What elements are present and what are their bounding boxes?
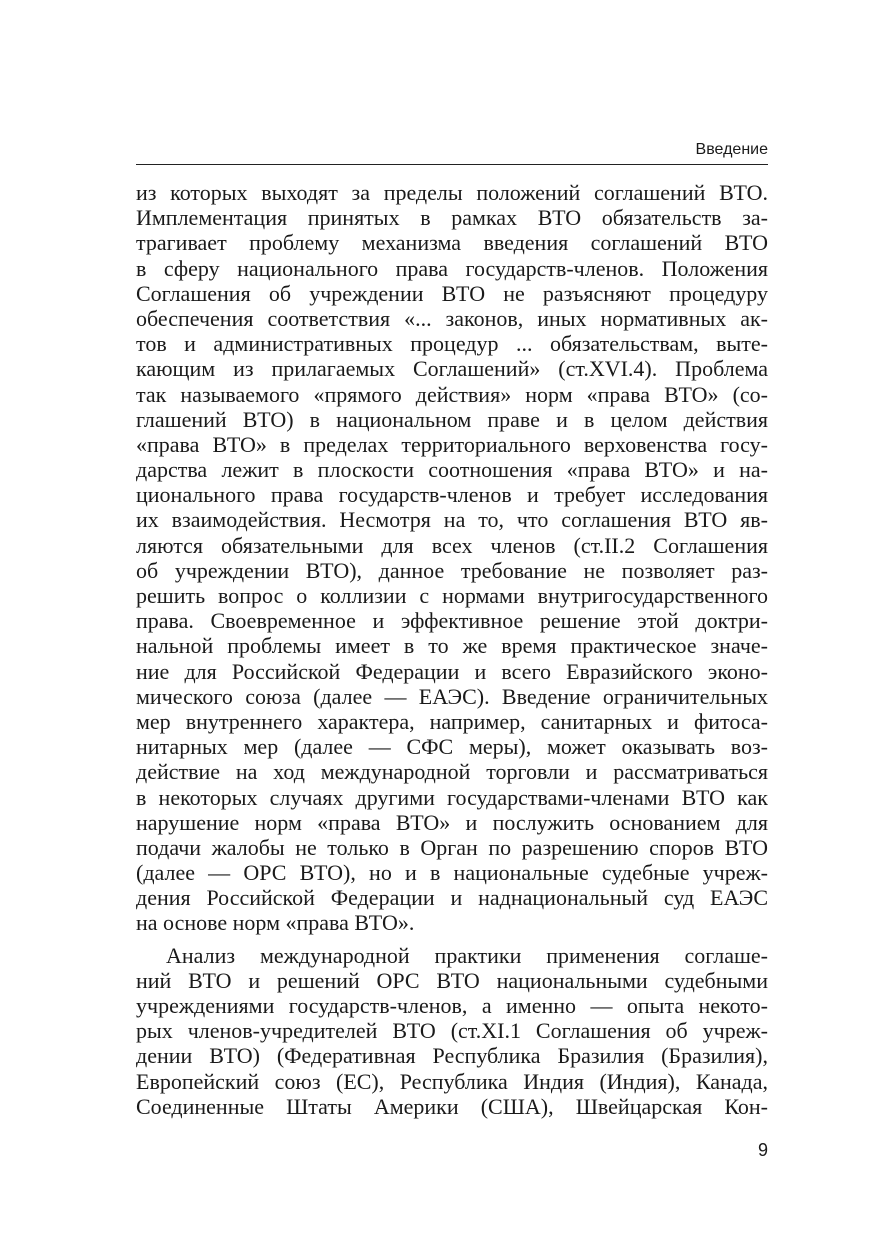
text-line: действие на ход международной торговли и рассматриваться	[136, 759, 768, 785]
text-line: кающим из прилагаемых Соглашений» (ст.XVI.4). Проблема	[136, 356, 768, 382]
text-line: дении ВТО) (Федеративная Республика Бразилия (Бразилия),	[136, 1043, 768, 1069]
text-line: рых членов-учредителей ВТО (ст.XI.1 Соглашения об учреж-	[136, 1018, 768, 1044]
text-line: из которых выходят за пределы положений соглашений ВТО.	[136, 180, 768, 205]
text-line: Имплементация принятых в рамках ВТО обязательств за-	[136, 205, 768, 231]
text-line: нитарных мер (далее — СФС меры), может оказывать воз-	[136, 734, 768, 760]
text-line: Соединенные Штаты Америки (США), Швейцарская Кон-	[136, 1093, 768, 1119]
text-line: обеспечения соответствия «... законов, иных нормативных ак-	[136, 305, 768, 331]
text-line: тов и административных процедур ... обязательствам, выте-	[136, 331, 768, 357]
text-line: права. Своевременное и эффективное решение этой доктри-	[136, 608, 768, 634]
text-line: (далее — ОРС ВТО), но и в национальные судебные учреж-	[136, 860, 768, 886]
text-line: нарушение норм «права ВТО» и послужить основанием для	[136, 809, 768, 835]
paragraph-2	[136, 943, 768, 1119]
text-line: ционального права государств-членов и требует исследования	[136, 482, 768, 508]
text-line: ние для Российской Федерации и всего Евразийского эконо-	[136, 658, 768, 684]
page-number: 9	[757, 1140, 768, 1160]
text-line: решить вопрос о коллизии с нормами внутригосударственного	[136, 583, 768, 608]
paragraph-gap	[136, 936, 768, 943]
text-line: об учреждении ВТО), данное требование не позволяет раз-	[136, 557, 768, 583]
text-line: трагивает проблему механизма введения соглашений ВТО	[136, 230, 768, 256]
text-line: дения Российской Федерации и наднациональный суд ЕАЭС	[136, 885, 768, 911]
text-line: ляются обязательными для всех членов (ст.II.2 Соглашения	[136, 532, 768, 558]
text-line: Анализ международной практики применения соглаше-	[166, 942, 768, 968]
text-line: на основе норм «права ВТО».	[136, 910, 415, 936]
text-line: их взаимодействия. Несмотря на то, что соглашения ВТО яв-	[136, 507, 768, 533]
text-line: учреждениями государств-членов, а именно — опыта некото-	[136, 993, 768, 1018]
header-rule	[136, 164, 768, 165]
text-line: так называемого «прямого действия» норм «права ВТО» (со-	[136, 381, 768, 407]
running-head: Введение	[695, 141, 768, 158]
text-line: мического союза (далее — ЕАЭС). Введение ограничительных	[136, 683, 768, 709]
text-line: глашений ВТО) в национальном праве и в целом действия	[136, 406, 768, 432]
text-line: Европейский союз (ЕС), Республика Индия (Индия), Канада,	[136, 1068, 768, 1094]
text-line: подачи жалобы не только в Орган по разрешению споров ВТО	[136, 834, 768, 860]
body-text	[136, 180, 768, 1119]
text-line: Соглашения об учреждении ВТО не разъясняют процедуру	[136, 280, 768, 306]
paragraph-1	[136, 180, 768, 936]
text-line: ний ВТО и решений ОРС ВТО национальными судебными	[136, 967, 768, 993]
text-line: дарства лежит в плоскости соотношения «права ВТО» и на-	[136, 457, 768, 483]
text-line: в сферу национального права государств-членов. Положения	[136, 255, 768, 281]
text-line: нальной проблемы имеет в то же время практическое значе-	[136, 633, 768, 659]
text-line: мер внутреннего характера, например, санитарных и фитоса-	[136, 708, 768, 734]
text-line: «права ВТО» в пределах территориального верховенства госу-	[136, 431, 768, 457]
text-line: в некоторых случаях другими государствами-членами ВТО как	[136, 784, 768, 810]
